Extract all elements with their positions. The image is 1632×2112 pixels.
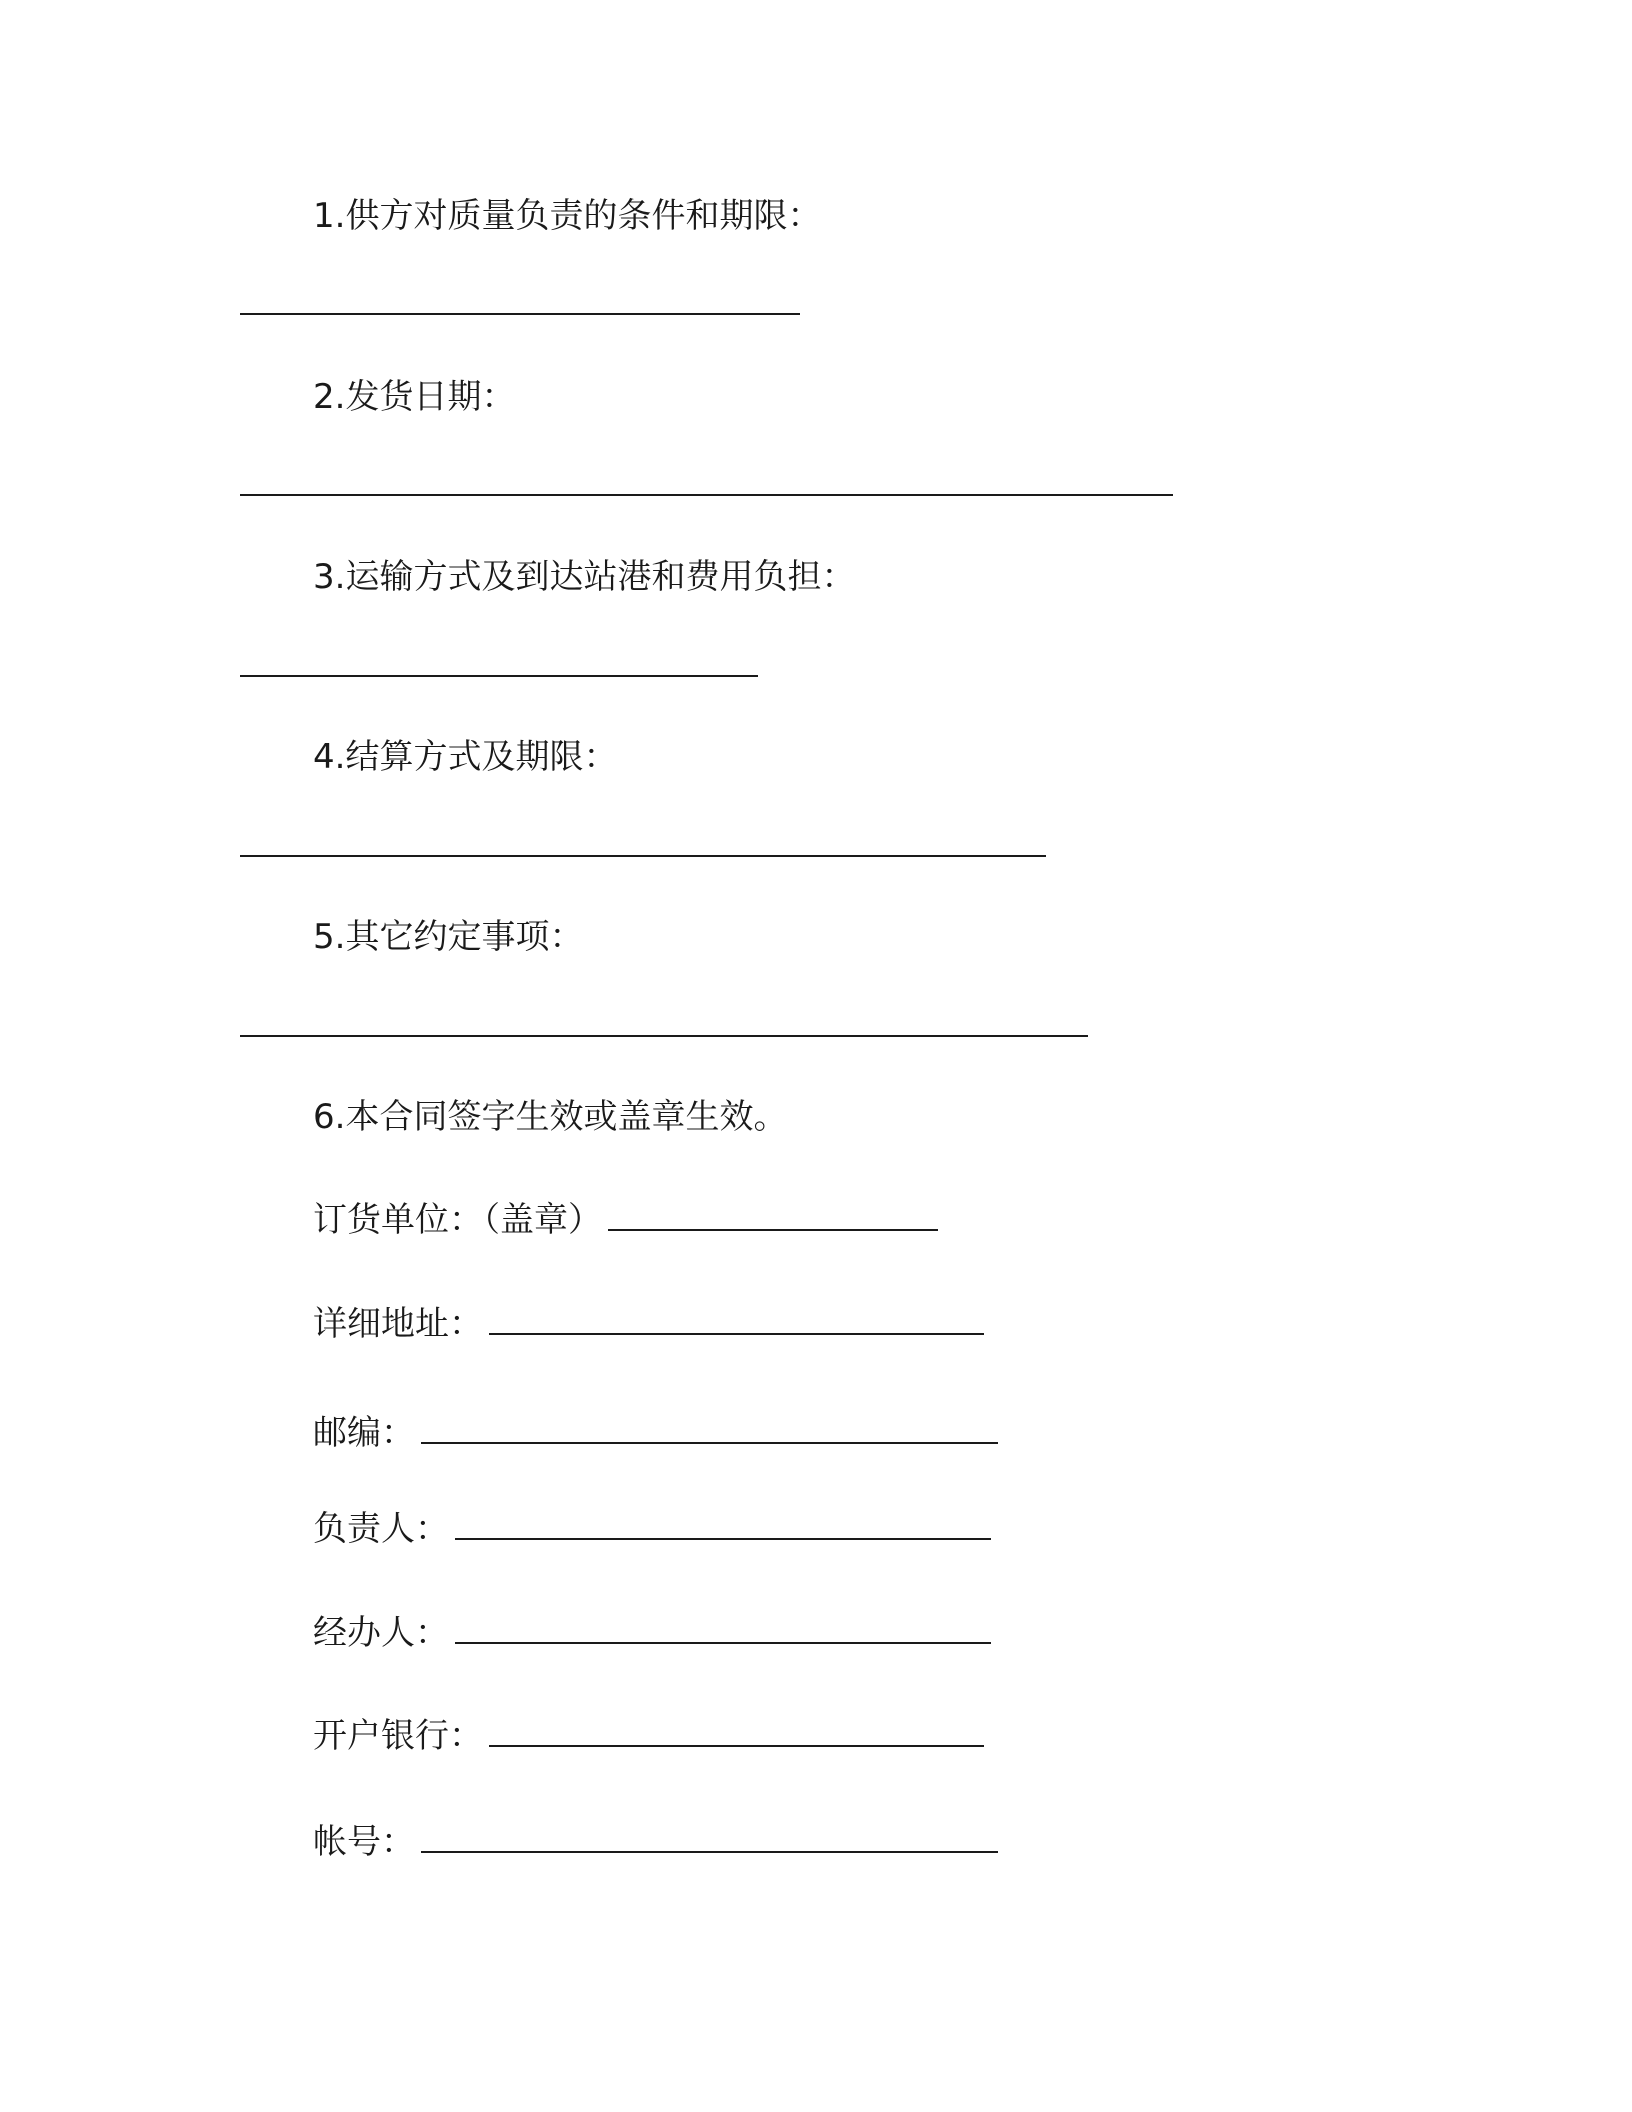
clause-2-text: 2.发货日期： [313, 377, 516, 417]
field-label: 开户银行： [313, 1716, 483, 1756]
postcode-blank[interactable] [421, 1412, 998, 1444]
clause-5-text: 5.其它约定事项： [313, 917, 584, 957]
clause-3-blank[interactable] [240, 675, 758, 677]
clause-3-text: 3.运输方式及到达站港和费用负担： [313, 557, 856, 597]
clause-4-blank[interactable] [240, 855, 1046, 857]
bank-blank[interactable] [489, 1715, 984, 1747]
clause-5-blank[interactable] [240, 1035, 1088, 1037]
clause-4-text: 4.结算方式及期限： [313, 737, 618, 777]
field-label: 订货单位：（盖章） [313, 1200, 602, 1240]
field-label: 经办人： [313, 1613, 449, 1653]
account-blank[interactable] [421, 1821, 998, 1853]
field-label: 邮编： [313, 1413, 415, 1453]
signature-field-bank [313, 1714, 984, 1758]
signature-field-address [313, 1302, 984, 1346]
signature-field-person-in-charge [313, 1507, 991, 1551]
field-label: 帐号： [313, 1822, 415, 1862]
clause-2-blank[interactable] [240, 494, 1173, 496]
signature-field-handler [313, 1611, 991, 1655]
signature-field-postcode [313, 1411, 998, 1455]
signature-field-account [313, 1820, 998, 1864]
field-label: 负责人： [313, 1509, 449, 1549]
field-label: 详细地址： [313, 1304, 483, 1344]
person-in-charge-blank[interactable] [455, 1508, 991, 1540]
address-blank[interactable] [489, 1303, 984, 1335]
clause-6-text: 6.本合同签字生效或盖章生效。 [313, 1097, 788, 1137]
clause-1-text: 1.供方对质量负责的条件和期限： [313, 196, 822, 236]
order-unit-blank[interactable] [608, 1199, 938, 1231]
handler-blank[interactable] [455, 1612, 991, 1644]
clause-1-blank[interactable] [240, 313, 800, 315]
signature-field-order-unit [313, 1198, 938, 1242]
